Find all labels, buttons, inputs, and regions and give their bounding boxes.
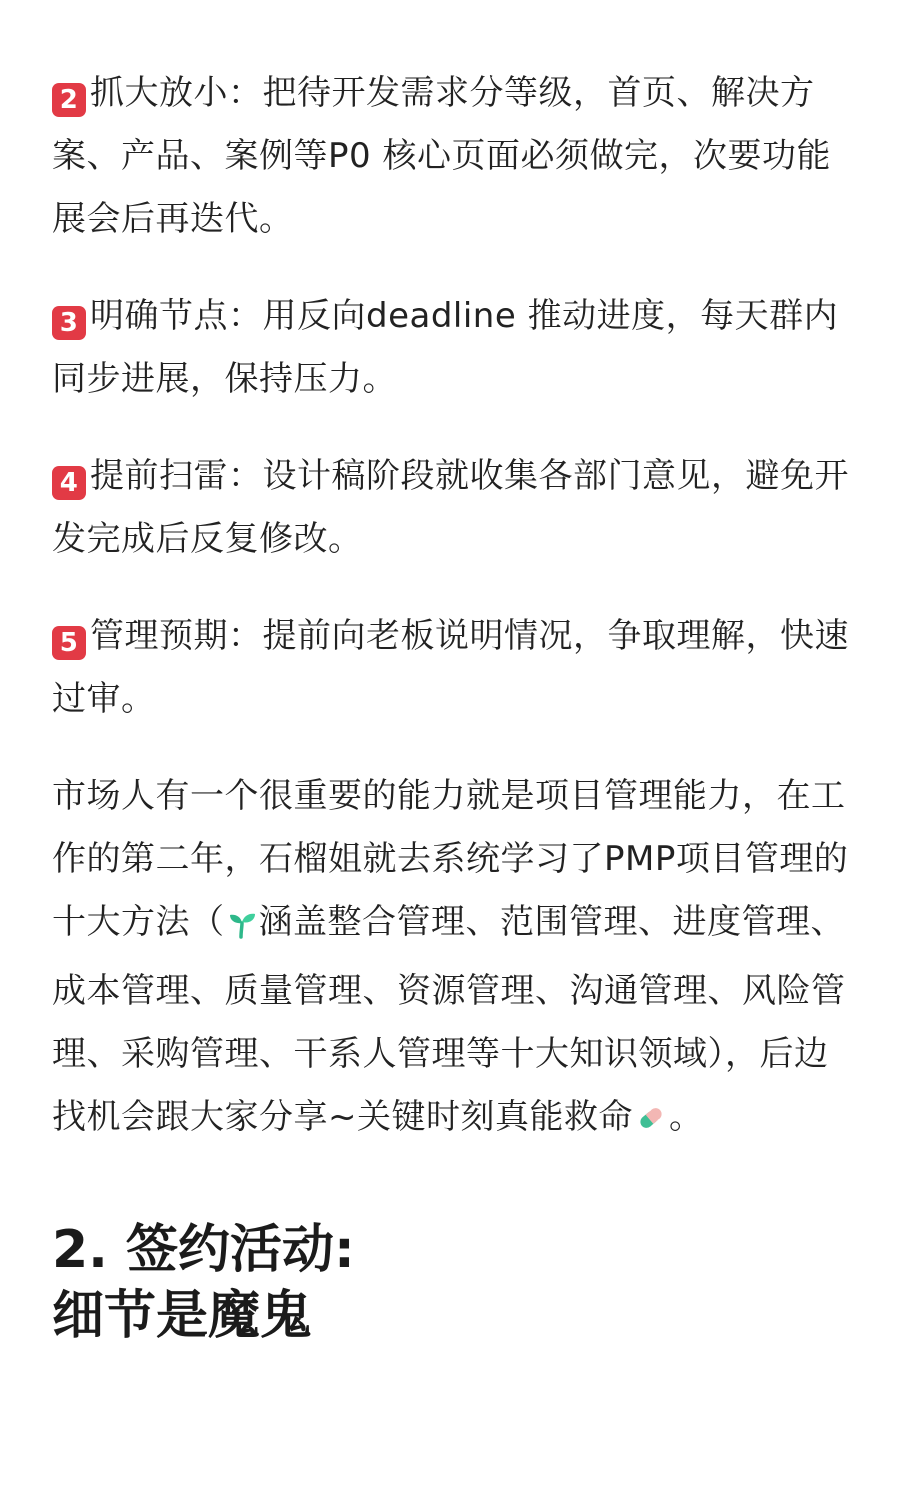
heading-line-1: 2. 签约活动: [52,1220,355,1280]
list-item [52,605,852,731]
body-paragraph [52,765,852,1155]
pill-icon [635,1092,667,1155]
paragraph-text-1: 市场人有一个很重要的能力就是项目管理能力，在工作的第二年，石榴姐就去系统学习了PMP项目管理的十大方法（ [52,776,849,942]
list-item-text: 抓大放小：把待开发需求分等级，首页、解决方案、产品、案例等P0 核心页面必须做完，次要功能展会后再迭代。 [52,73,831,239]
paragraph-text-2: 涵盖整合管理、范围管理、进度管理、成本管理、质量管理、资源管理、沟通管理、风险管理、采购管理、干系人管理等十大知识领域），后边找机会跟大家分享~关键时刻真能救命 [52,902,846,1137]
list-item [52,445,852,571]
section-heading [52,1217,852,1349]
list-item [52,285,852,411]
article-body [52,0,852,1349]
list-item-text: 管理预期：提前向老板说明情况，争取理解，快速过审。 [52,616,849,719]
keycap-3-icon: 3 [52,306,86,340]
keycap-2-icon: 2 [52,83,86,117]
list-item-text: 提前扫雷：设计稿阶段就收集各部门意见，避免开发完成后反复修改。 [52,456,849,559]
keycap-5-icon: 5 [52,626,86,660]
seedling-icon [227,897,257,960]
list-item-text: 明确节点：用反向deadline 推动进度，每天群内同步进展，保持压力。 [52,296,839,399]
keycap-4-icon: 4 [52,466,86,500]
heading-line-2: 细节是魔鬼 [52,1286,313,1346]
list-item [52,62,852,251]
paragraph-text-3: 。 [669,1097,704,1137]
